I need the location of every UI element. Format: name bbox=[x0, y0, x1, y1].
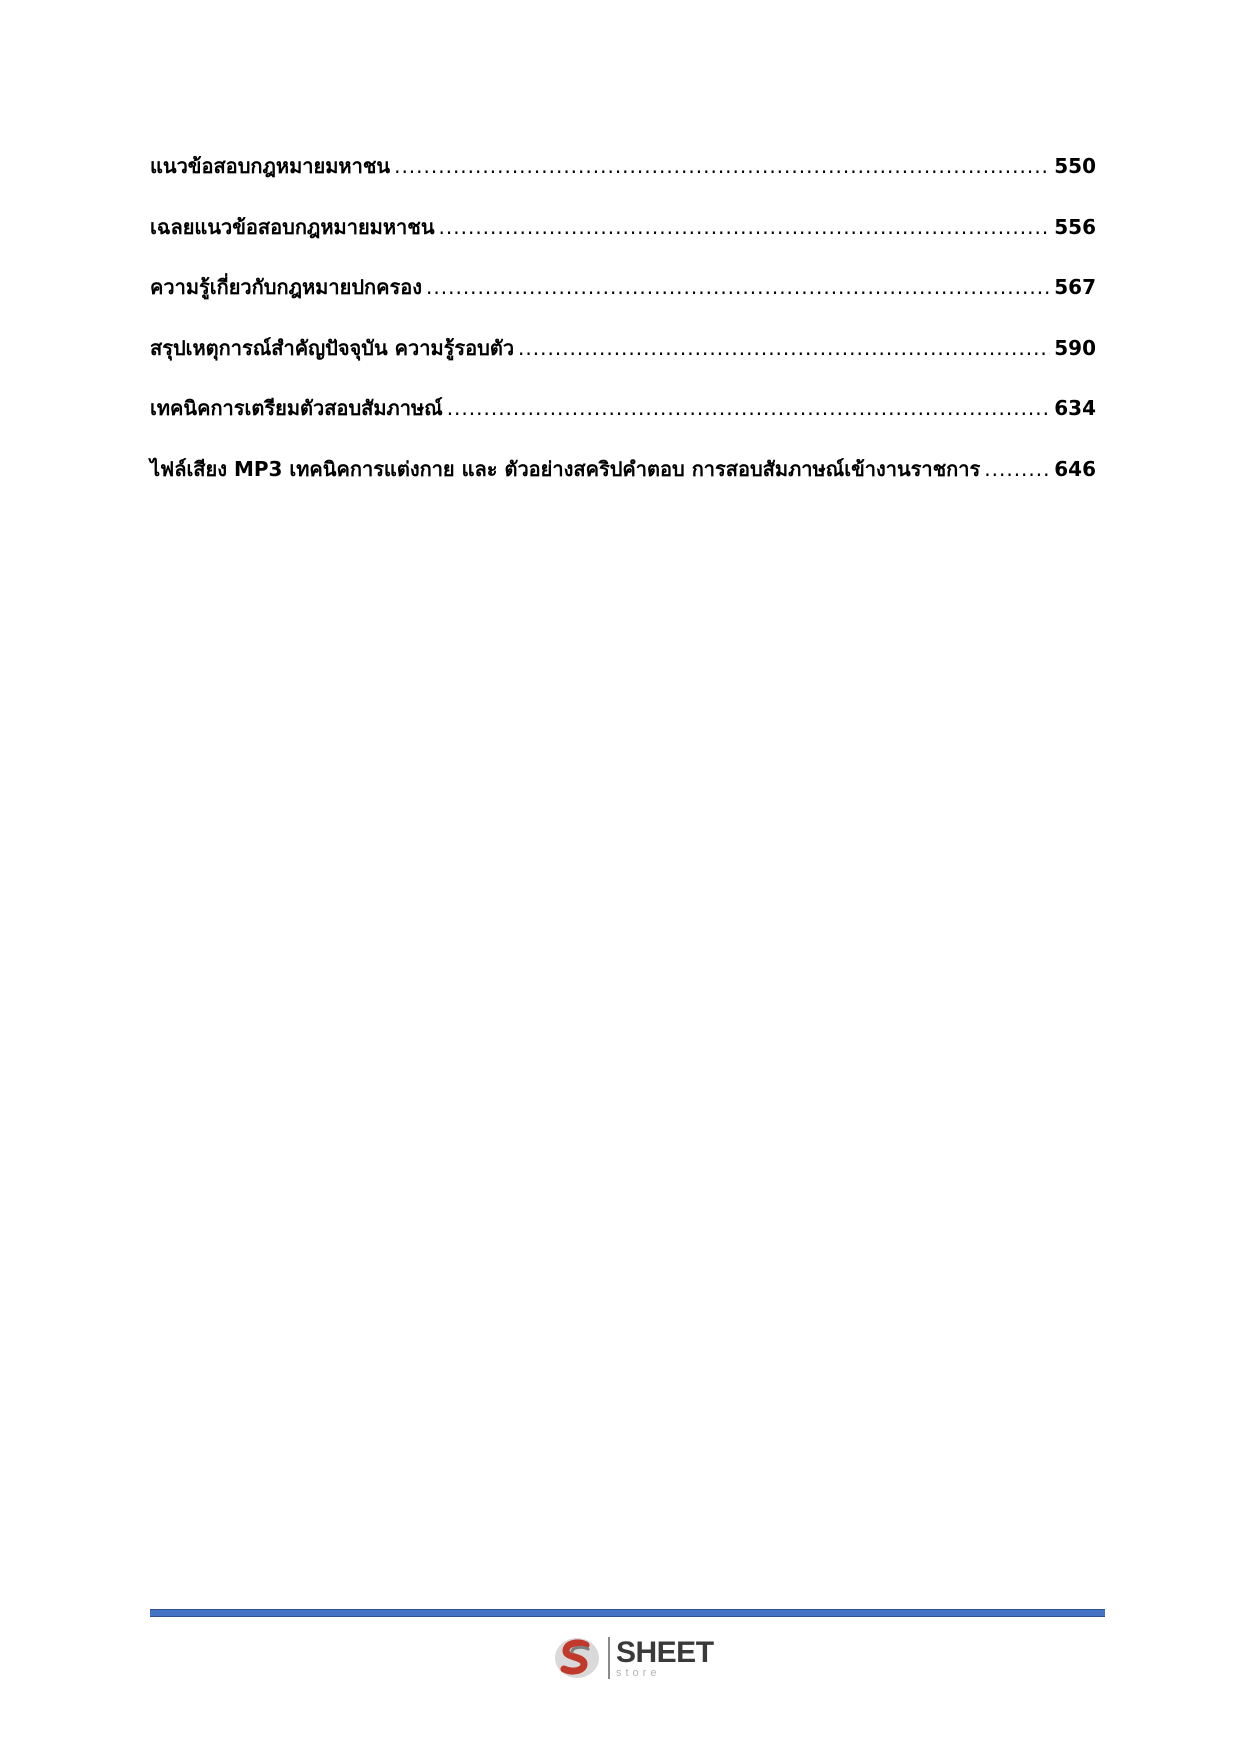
toc-entry-title: เทคนิคการเตรียมตัวสอบสัมภาษณ์ bbox=[150, 396, 443, 421]
toc-entry-title: เฉลยแนวข้อสอบกฎหมายมหาชน bbox=[150, 214, 435, 239]
logo-word: SHEET bbox=[616, 1635, 714, 1669]
footer-rule bbox=[150, 1609, 1105, 1617]
toc-entry[interactable] bbox=[150, 211, 1096, 272]
toc-entry-page: 646 bbox=[1054, 456, 1096, 481]
toc-entry[interactable] bbox=[150, 332, 1096, 393]
footer-logo bbox=[552, 1632, 714, 1684]
toc-dot-leader bbox=[439, 215, 1051, 239]
toc-entry[interactable] bbox=[150, 150, 1096, 211]
toc-entry-page: 567 bbox=[1054, 275, 1096, 300]
logo-divider bbox=[608, 1637, 610, 1679]
toc-dot-leader bbox=[394, 154, 1050, 178]
toc-entry-title: สรุปเหตุการณ์สำคัญปัจจุบัน ความรู้รอบตัว bbox=[150, 335, 515, 360]
toc-entry[interactable] bbox=[150, 453, 1096, 514]
toc-entry-page: 556 bbox=[1054, 214, 1096, 239]
toc-dot-leader bbox=[426, 275, 1050, 299]
toc-dot-leader bbox=[984, 457, 1050, 481]
toc-entry-page: 634 bbox=[1054, 396, 1096, 421]
toc-entry-title: แนวข้อสอบกฎหมายมหาชน bbox=[150, 154, 391, 178]
table-of-contents bbox=[150, 150, 1096, 514]
logo-subword: store bbox=[616, 1666, 661, 1679]
toc-entry[interactable] bbox=[150, 271, 1096, 332]
toc-entry[interactable] bbox=[150, 392, 1096, 453]
logo-text bbox=[616, 1635, 714, 1679]
toc-entry-title: ไฟล์เสียง MP3 เทคนิคการแต่งกาย และ ตัวอย่างสคริปคำตอบ การสอบสัมภาษณ์เข้างานราชการ bbox=[150, 456, 981, 481]
toc-entry-title: ความรู้เกี่ยวกับกฎหมายปกครอง bbox=[150, 275, 423, 300]
toc-dot-leader bbox=[518, 336, 1050, 360]
toc-entry-page: 550 bbox=[1054, 154, 1096, 178]
toc-entry-page: 590 bbox=[1054, 335, 1096, 360]
sheet-store-logo-icon bbox=[552, 1633, 602, 1683]
toc-dot-leader bbox=[447, 396, 1051, 420]
